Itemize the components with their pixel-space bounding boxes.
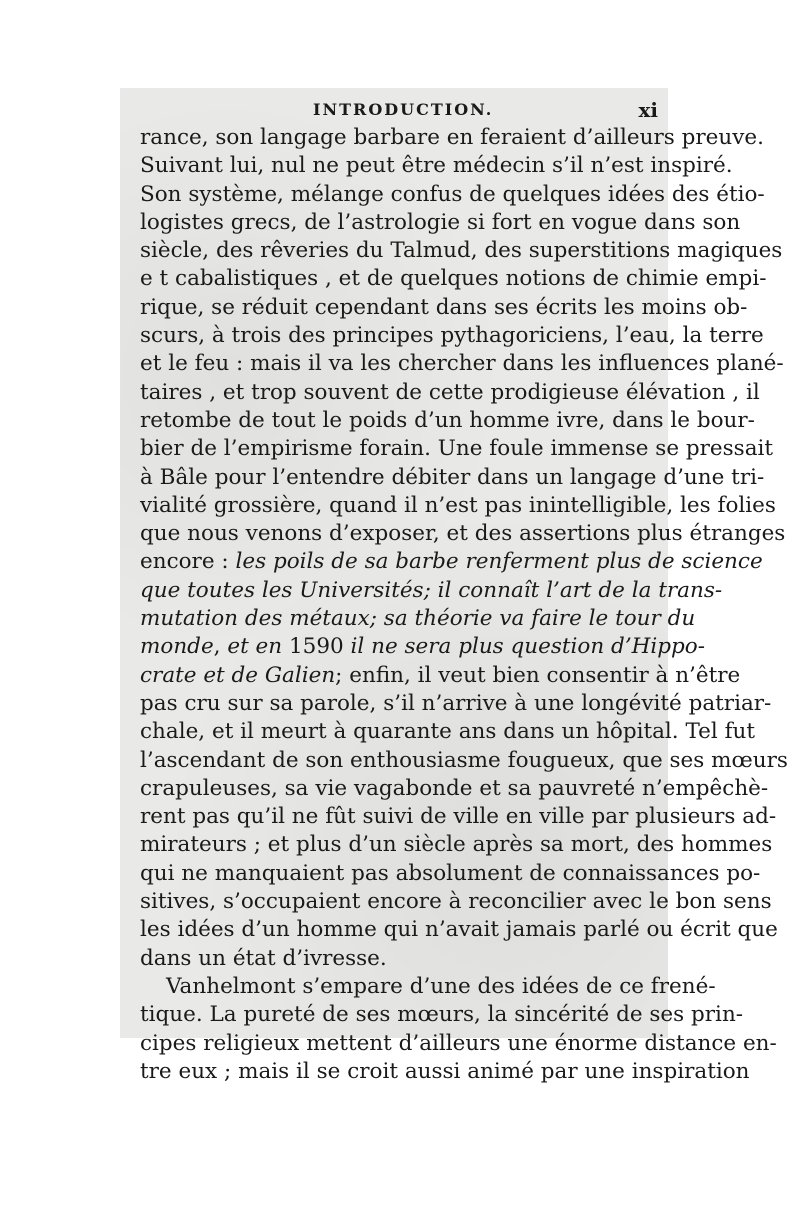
text-line — [140, 435, 774, 463]
text-line — [140, 209, 741, 237]
text-segment: bier de l’empirisme forain. Une foule immense se pressait — [140, 436, 774, 462]
text-segment: dans un état d’ivresse. — [140, 945, 387, 971]
text-segment: rique, se réduit cependant dans ses écrits les moins ob- — [140, 294, 748, 320]
text-segment: à Bâle pour l’entendre débiter dans un langage d’une tri- — [140, 464, 765, 490]
text-line — [140, 152, 733, 180]
text-segment: rance, son langage barbare en feraient d’ailleurs preuve. — [140, 125, 764, 150]
text-segment: encore : — [140, 549, 236, 575]
text-line — [140, 577, 723, 605]
text-segment: taires , et trop souvent de cette prodigieuse élévation , il — [140, 379, 760, 405]
text-line — [140, 633, 706, 661]
text-segment: l’ascendant de son enthousiasme fougueux, que ses mœurs — [140, 747, 788, 773]
text-line — [140, 548, 763, 576]
text-line — [140, 1001, 744, 1029]
text-segment: scurs, à trois des principes pythagoriciens, l’eau, la terre — [140, 323, 764, 349]
italic-text: crate et de Galien — [140, 662, 336, 688]
text-line — [140, 1058, 750, 1086]
text-line — [140, 775, 769, 803]
text-segment: cipes religieux mettent d’ailleurs une énorme distance en- — [140, 1030, 777, 1056]
text-line — [140, 690, 772, 718]
text-segment: pas cru sur sa parole, s’il n’arrive à une longévité patriar- — [140, 690, 772, 716]
text-line — [140, 520, 786, 548]
italic-text: et en — [227, 634, 283, 660]
italic-text: que toutes les Universités; il connaît l’art de la trans- — [140, 577, 723, 603]
text-segment: Vanhelmont s’empare d’une des idées de ce frené- — [166, 973, 716, 999]
text-segment: mirateurs ; et plus d’un siècle après sa mort, des hommes — [140, 832, 773, 858]
italic-text: les poils de sa barbe renferment plus de science — [235, 549, 763, 575]
running-title: INTRODUCTION. — [313, 100, 494, 119]
text-segment: siècle, des rêveries du Talmud, des superstitions magiques — [140, 238, 783, 264]
text-line — [140, 492, 776, 520]
text-segment: 1590 — [282, 634, 351, 660]
text-line — [140, 831, 773, 859]
text-segment: logistes grecs, de l’astrologie si fort en vogue dans son — [140, 209, 741, 235]
text-line — [140, 350, 784, 378]
text-line — [140, 916, 778, 944]
text-line — [140, 662, 741, 690]
text-segment: crapuleuses, sa vie vagabonde et sa pauvreté n’empêchè- — [140, 775, 769, 801]
text-segment: , — [213, 634, 228, 660]
text-segment: les idées d’un homme qui n’avait jamais parlé ou écrit que — [140, 917, 778, 943]
text-segment: et le feu : mais il va les chercher dans les influences plané- — [140, 351, 784, 377]
italic-text: monde — [140, 634, 214, 660]
text-segment: que nous venons d’exposer, et des assertions plus étranges — [140, 521, 786, 547]
text-line — [140, 888, 772, 916]
text-segment: retombe de tout le poids d’un homme ivre, dans le bour- — [140, 407, 755, 433]
text-segment: tre eux ; mais il se croit aussi animé par une inspiration — [140, 1058, 750, 1084]
text-line — [140, 860, 761, 888]
italic-text: mutation des métaux; sa théorie va faire le tour du — [140, 606, 696, 632]
text-segment: Son système, mélange confus de quelques idées des étio- — [140, 181, 765, 207]
text-line — [140, 322, 764, 350]
body-text — [140, 124, 788, 1086]
text-line — [140, 1030, 777, 1058]
text-segment: rent pas qu’il ne fût suivi de ville en ville par plusieurs ad- — [140, 804, 777, 830]
text-segment: vialité grossière, quand il n’est pas inintelligible, les folies — [140, 492, 776, 518]
text-line — [140, 464, 765, 492]
text-segment: chale, et il meurt à quarante ans dans un hôpital. Tel fut — [140, 719, 756, 745]
text-line — [140, 747, 788, 775]
text-line — [140, 945, 660, 973]
text-segment: qui ne manquaient pas absolument de connaissances po- — [140, 860, 761, 886]
text-segment: e t cabalistiques , et de quelques notions de chimie empi- — [140, 266, 767, 292]
text-line — [140, 718, 756, 746]
text-line — [140, 803, 777, 831]
text-line — [140, 407, 755, 435]
text-line — [140, 237, 783, 265]
text-line — [140, 124, 764, 152]
text-line — [140, 181, 765, 209]
text-line — [140, 973, 716, 1001]
text-line — [140, 265, 767, 293]
italic-text: il ne sera plus question d’Hippo- — [350, 634, 706, 660]
text-line — [140, 605, 696, 633]
text-segment: sitives, s’occupaient encore à reconcilier avec le bon sens — [140, 889, 772, 915]
page-number: xi — [638, 98, 658, 122]
text-segment: tique. La pureté de ses mœurs, la sincérité de ses prin- — [140, 1002, 744, 1028]
page-header — [143, 100, 658, 124]
text-segment: ; enfin, il veut bien consentir à n’être — [335, 662, 741, 688]
text-line — [140, 379, 760, 407]
text-line — [140, 294, 748, 322]
text-segment: Suivant lui, nul ne peut être médecin s’il n’est inspiré. — [140, 153, 733, 179]
